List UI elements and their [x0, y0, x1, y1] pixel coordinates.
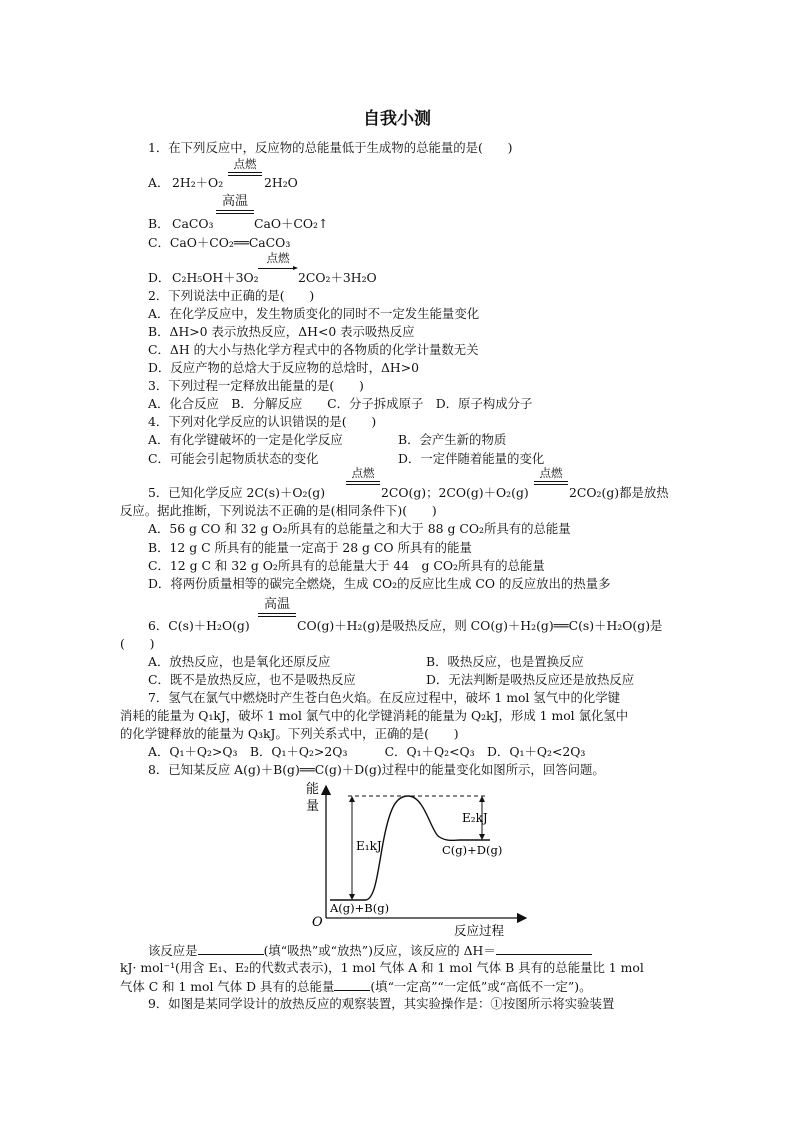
q5-option-a: A．56 g CO 和 32 g O₂所具有的总能量之和大于 88 g CO₂所具有的总能量 — [148, 521, 571, 536]
q1-option-a-right: 2H₂O — [264, 175, 298, 190]
y-axis-label-2: 量 — [306, 799, 320, 814]
q8-answer-text-2: (填“吸热”或“放热”)反应，该反应的 ΔH＝ — [263, 943, 496, 958]
origin-label: O — [312, 915, 323, 930]
q4-option-a: A．有化学键破坏的一定是化学反应 — [148, 432, 343, 447]
q3-stem: 3．下列过程一定释放出能量的是( ) — [148, 378, 364, 393]
q2-option-b: B．ΔH>0 表示放热反应，ΔH<0 表示吸热反应 — [148, 324, 415, 339]
q6-option-d: D．无法判断是吸热反应还是放热反应 — [426, 672, 635, 687]
page-title: 自我小测 — [363, 109, 431, 129]
q8-answer-text-4: (填“一定高”“一定低”或“高低不一定”)。 — [370, 979, 592, 994]
q1-option-d-left: C₂H₅OH＋3O₂ — [172, 270, 259, 285]
q8-stem: 8．已知某反应 A(g)＋B(g)══C(g)＋D(g)过程中的能量变化如图所示，回答问题。 — [148, 762, 605, 777]
q5-condition-2 — [534, 467, 568, 485]
q6-part1: 6．C(s)＋H₂O(g) — [148, 618, 250, 633]
q1-option-a-label: A． — [148, 175, 170, 190]
q8-answer-text-1: 该反应是 — [148, 943, 198, 958]
q4-option-b: B．会产生新的物质 — [398, 432, 507, 447]
condition-label: 点燃 — [233, 157, 257, 171]
q3-options: A．化合反应 B．分解反应 C．分子拆成原子 D．原子构成分子 — [148, 396, 533, 411]
equals-sign — [228, 172, 262, 176]
q6-line2: ( ) — [120, 636, 155, 651]
condition-label: 点燃 — [351, 466, 375, 480]
q6-part2: CO(g)＋H₂(g)是吸热反应，则 CO(g)＋H₂(g)══C(s)＋H₂O(g)是 — [297, 618, 663, 633]
y-axis-label-1: 能 — [306, 782, 320, 797]
x-axis-label: 反应过程 — [454, 923, 505, 938]
condition-label: 高温 — [221, 194, 248, 209]
q5-part3: 2CO₂(g)都是放热 — [569, 485, 669, 500]
q5-option-c: C．12 g C 和 32 g O₂所具有的总能量大于 44 g CO₂所具有的总能量 — [148, 558, 545, 573]
q2-option-d: D．反应产物的总焓大于反应物的总焓时，ΔH>0 — [148, 360, 419, 375]
energy-compare-blank[interactable] — [334, 978, 370, 991]
q1-option-b-condition — [216, 196, 254, 214]
equals-sign — [258, 613, 296, 617]
products-label: C(g)+D(g) — [442, 843, 503, 857]
q2-option-a: A．在化学反应中，发生物质变化的同时不一定发生能量变化 — [148, 306, 480, 321]
q2-stem: 2．下列说法中正确的是( ) — [148, 288, 315, 303]
q1-option-a-left: 2H₂＋O₂ — [172, 175, 224, 190]
q8-answer-line2: kJ· mol⁻¹(用含 E₁、E₂的代数式表示)，1 mol 气体 A 和 1 mol 气体 B 具有的总能量比 1 mol — [120, 960, 644, 975]
exotherm-blank[interactable] — [198, 942, 264, 955]
q1-stem: 1．在下列反应中，反应物的总能量低于生成物的总能量的是( ) — [148, 140, 513, 155]
q5-option-d: D．将两份质量相等的碳完全燃烧，生成 CO₂的反应比生成 CO 的反应放出的热量多 — [148, 576, 611, 591]
q1-option-d-right: 2CO₂＋3H₂O — [298, 270, 377, 285]
q8-answer-line3 — [120, 978, 592, 995]
q7-line2: 消耗的能量为 Q₁kJ，破坏 1 mol 氯气中的化学键消耗的能量为 Q₂kJ，形成 1 mol 氯化氢中 — [120, 708, 629, 723]
q5-part2: 2CO(g)；2CO(g)＋O₂(g) — [381, 485, 529, 500]
q2-option-c: C．ΔH 的大小与热化学方程式中的各物质的化学计量数无关 — [148, 342, 479, 357]
reactants-label: A(g)+B(g) — [330, 901, 390, 915]
q6-option-b: B．吸热反应，也是置换反应 — [426, 654, 584, 669]
q5-option-b: B．12 g C 所具有的能量一定高于 28 g CO 所具有的能量 — [148, 540, 472, 555]
equals-sign — [346, 481, 380, 485]
arrow-icon — [258, 266, 298, 272]
e1-label: E₁kJ — [356, 839, 382, 853]
q4-stem: 4．下列对化学反应的认识错误的是( ) — [148, 414, 377, 429]
q1-option-c: C．CaO＋CO₂══CaCO₃ — [148, 235, 291, 250]
q1-option-d-label: D． — [148, 270, 171, 285]
q4-option-c: C．可能会引起物质状态的变化 — [148, 451, 319, 466]
q8-answer-line1 — [148, 942, 592, 959]
q6-condition — [258, 599, 296, 617]
q7-line3: 的化学键释放的能量为 Q₃kJ。下列关系式中，正确的是( ) — [120, 726, 459, 741]
q6-option-c: C．既不是放热反应，也不是吸热反应 — [148, 672, 356, 687]
q5-line2: 反应。据此推断，下列说法不正确的是(相同条件下)( ) — [120, 503, 437, 518]
q1-option-b-right: CaO＋CO₂↑ — [254, 216, 329, 231]
q1-option-a-condition — [228, 158, 262, 176]
condition-label: 高温 — [263, 597, 290, 612]
q1-option-b-label: B． — [148, 216, 170, 231]
equals-sign — [216, 210, 254, 214]
equals-sign — [534, 481, 568, 485]
q5-part1: 5．已知化学反应 2C(s)＋O₂(g) — [148, 485, 326, 500]
q1-option-b-left: CaCO₃ — [172, 216, 214, 231]
q9-line1: 9．如图是某同学设计的放热反应的观察装置，其实验操作是：①按图所示将实验装置 — [148, 996, 615, 1011]
e2-label: E₂kJ — [462, 811, 488, 825]
energy-diagram — [300, 778, 530, 938]
q8-answer-text-3: 气体 C 和 1 mol 气体 D 具有的总能量 — [120, 979, 335, 994]
q1-option-d-condition — [258, 252, 298, 272]
q5-condition-1 — [346, 467, 380, 485]
delta-h-blank[interactable] — [496, 942, 592, 955]
q4-option-d: D．一定伴随着能量的变化 — [398, 451, 545, 466]
q6-option-a: A．放热反应，也是氧化还原反应 — [148, 654, 331, 669]
condition-label: 点燃 — [539, 466, 563, 480]
condition-label: 点燃 — [266, 251, 290, 265]
q7-options: A．Q₁＋Q₂>Q₃ B．Q₁＋Q₂>2Q₃ C．Q₁＋Q₂<Q₃ D．Q₁＋Q₂<2Q₃ — [148, 744, 586, 759]
q7-line1: 7．氢气在氯气中燃烧时产生苍白色火焰。在反应过程中，破坏 1 mol 氢气中的化学键 — [148, 690, 621, 705]
